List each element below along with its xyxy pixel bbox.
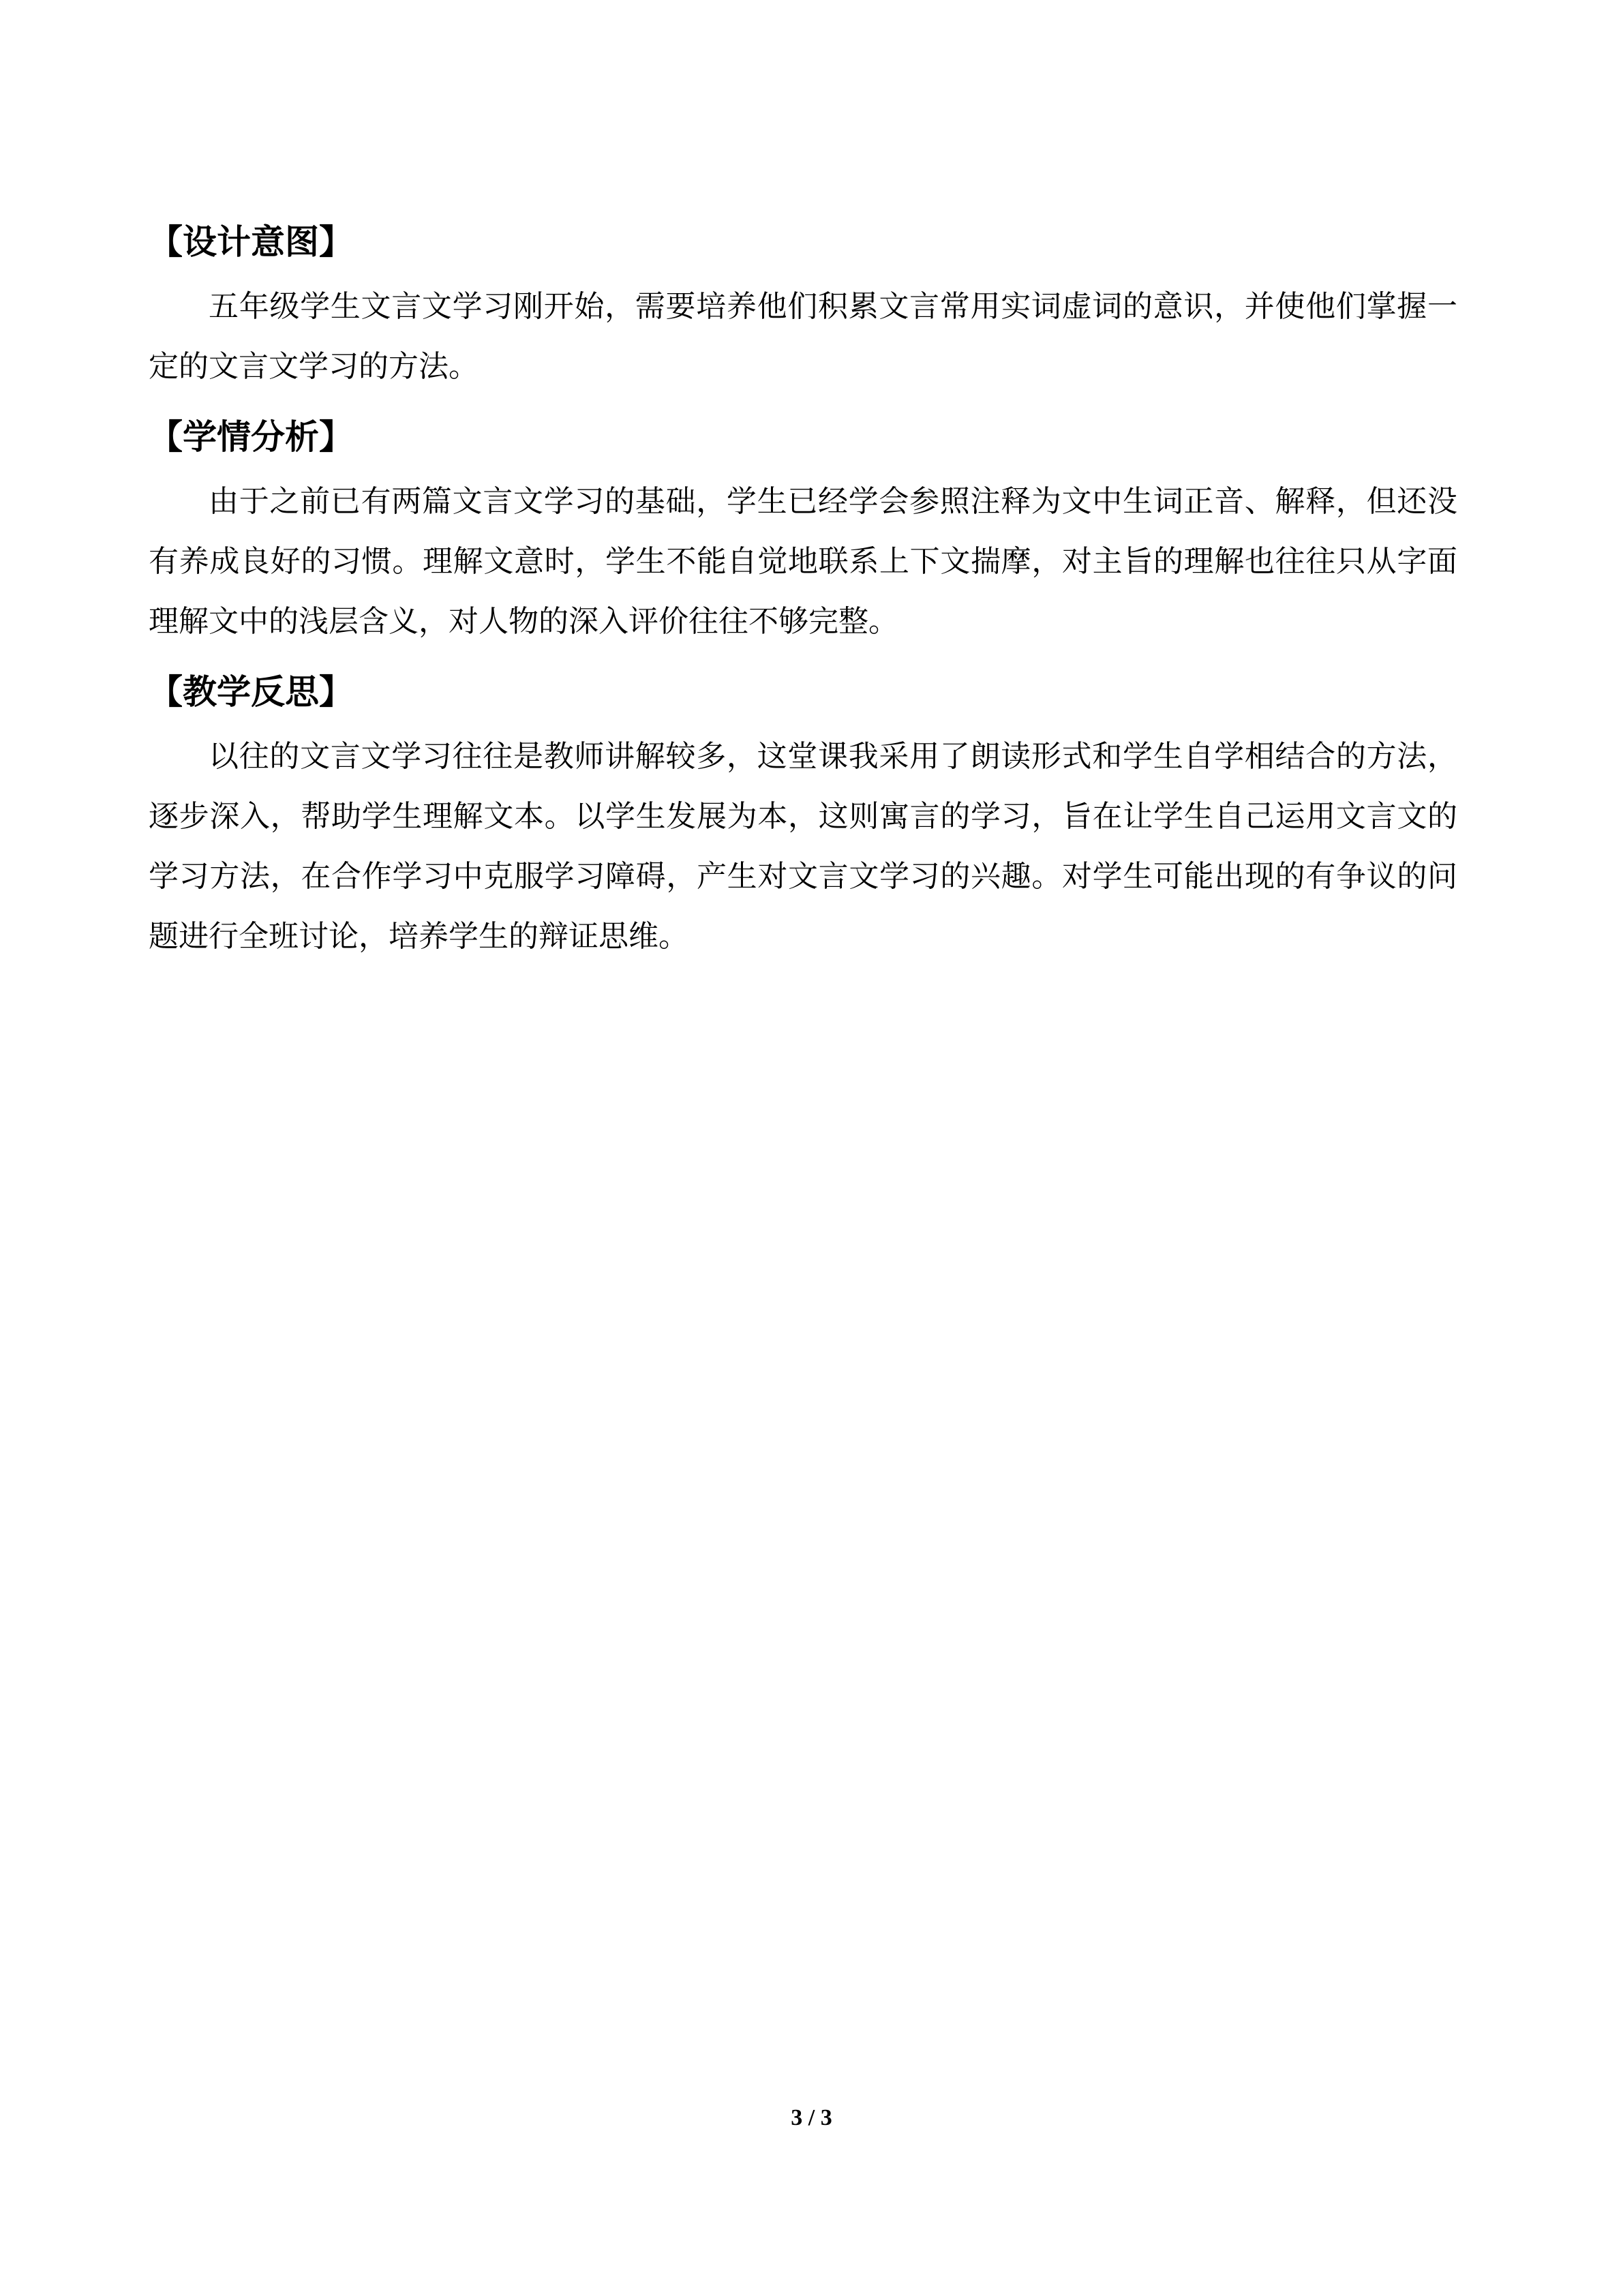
page-content xyxy=(149,217,1457,982)
section-heading: 【学情分析】 xyxy=(149,417,353,457)
section-heading: 【设计意图】 xyxy=(149,222,353,262)
section-design-intent xyxy=(149,217,1457,397)
section-teaching-reflection xyxy=(149,667,1457,967)
section-learner-analysis xyxy=(149,412,1457,652)
section-heading: 【教学反思】 xyxy=(149,672,353,712)
section-paragraph: 以往的文言文学习往往是教师讲解较多，这堂课我采用了朗读形式和学生自学相结合的方法，逐步深入，帮助学生理解文本。以学生发展为本，这则寓言的学习，旨在让学生自己运用文言文的学习方法，在合作学习中克服学习障碍，产生对文言文学习的兴趣。对学生可能出现的有争议的问题进行全班讨论，培养学生的辩证思维。 xyxy=(149,739,1457,954)
section-paragraph: 五年级学生文言文学习刚开始，需要培养他们积累文言常用实词虚词的意识，并使他们掌握一定的文言文学习的方法。 xyxy=(149,289,1457,384)
page-number: 3 / 3 xyxy=(791,2105,832,2130)
section-paragraph: 由于之前已有两篇文言文学习的基础，学生已经学会参照注释为文中生词正音、解释，但还没有养成良好的习惯。理解文意时，学生不能自觉地联系上下文揣摩，对主旨的理解也往往只从字面理解文中的浅层含义，对人物的深入评价往往不够完整。 xyxy=(149,484,1457,639)
